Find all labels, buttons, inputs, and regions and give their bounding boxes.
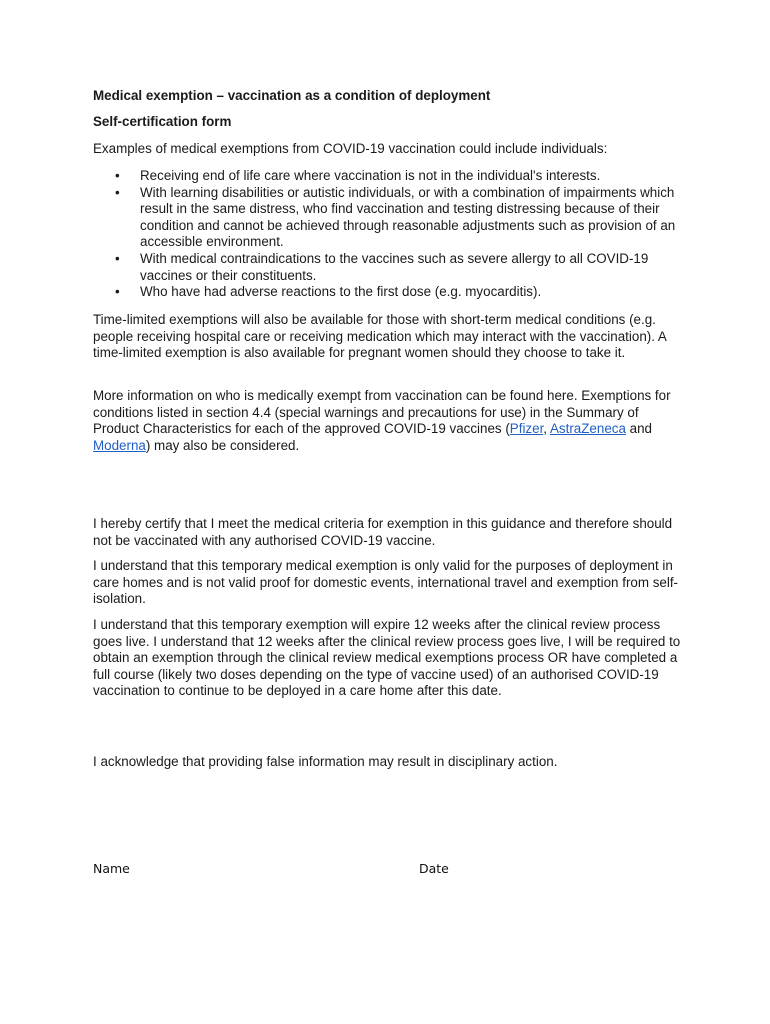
bullet-icon: • <box>115 250 120 266</box>
astrazeneca-link[interactable]: AstraZeneca <box>550 421 626 437</box>
and-separator: and <box>625 421 652 437</box>
list-item-text: With learning disabilities or autistic individuals, or with a combination of impairments which result in the same distress, who find vaccination and testing distressing because of their condition and cannot be achieved through reasonable adjustments such as provision of an accessible environment. <box>140 184 676 250</box>
moderna-link[interactable]: Moderna <box>93 437 146 453</box>
time-limited-paragraph: Time-limited exemptions will also be available for those with short-term medical conditions (e.g. people receiving hospital care or receiving medication which may interact with the vaccination). A time-limited exemption is also available for pregnant women should they choose to take it. <box>93 312 667 361</box>
understanding-statement-2: I understand that this temporary exemption will expire 12 weeks after the clinical review process goes live. I understand that 12 weeks after the clinical review process goes live, I will be required to obtain an exemption through the clinical review medical exemptions process OR have completed a full course (likely two doses depending on the type of vaccine used) of an authorised COVID-19 vaccination to continue to be deployed in a care home after this date. <box>93 617 681 699</box>
more-info-paragraph <box>93 388 683 454</box>
document-subtitle: Self-certification form <box>93 114 232 129</box>
name-label: Name <box>93 861 130 876</box>
list-item-text: Receiving end of life care where vaccination is not in the individual's interests. <box>140 168 601 183</box>
exemption-examples-list <box>93 168 683 301</box>
bullet-icon: • <box>115 168 120 183</box>
comma-separator: , <box>543 421 550 437</box>
understanding-statement-1: I understand that this temporary medical exemption is only valid for the purposes of deployment in care homes and is not valid proof for domestic events, international travel and exemption from self-isolation. <box>93 558 679 607</box>
date-label: Date <box>419 861 449 876</box>
more-info-closing-text: ) may also be considered. <box>145 437 300 453</box>
intro-paragraph: Examples of medical exemptions from COVID-19 vaccination could include individuals: <box>93 141 608 156</box>
pfizer-link[interactable]: Pfizer <box>509 421 544 437</box>
document-title: Medical exemption – vaccination as a condition of deployment <box>93 88 491 103</box>
list-item <box>93 185 683 251</box>
list-item-text: With medical contraindications to the vaccines such as severe allergy to all COVID-19 vaccines or their constituents. <box>140 250 649 283</box>
bullet-icon: • <box>115 184 120 200</box>
bullet-icon: • <box>115 284 120 300</box>
list-item <box>93 284 683 301</box>
more-info-text: More information on who is medically exempt from vaccination can be found here. Exemptions for conditions listed in section 4.4 (special warnings and precautions for use) in the Summary of Product Characteristics for each of the approved COVID-19 vaccines ( <box>93 388 671 437</box>
list-item <box>93 251 683 284</box>
list-item <box>93 168 683 185</box>
certification-statement: I hereby certify that I meet the medical criteria for exemption in this guidance and therefore should not be vaccinated with any authorised COVID-19 vaccine. <box>93 516 673 548</box>
list-item-text: Who have had adverse reactions to the first dose (e.g. myocarditis). <box>140 284 542 300</box>
acknowledgement-statement: I acknowledge that providing false information may result in disciplinary action. <box>93 754 558 769</box>
